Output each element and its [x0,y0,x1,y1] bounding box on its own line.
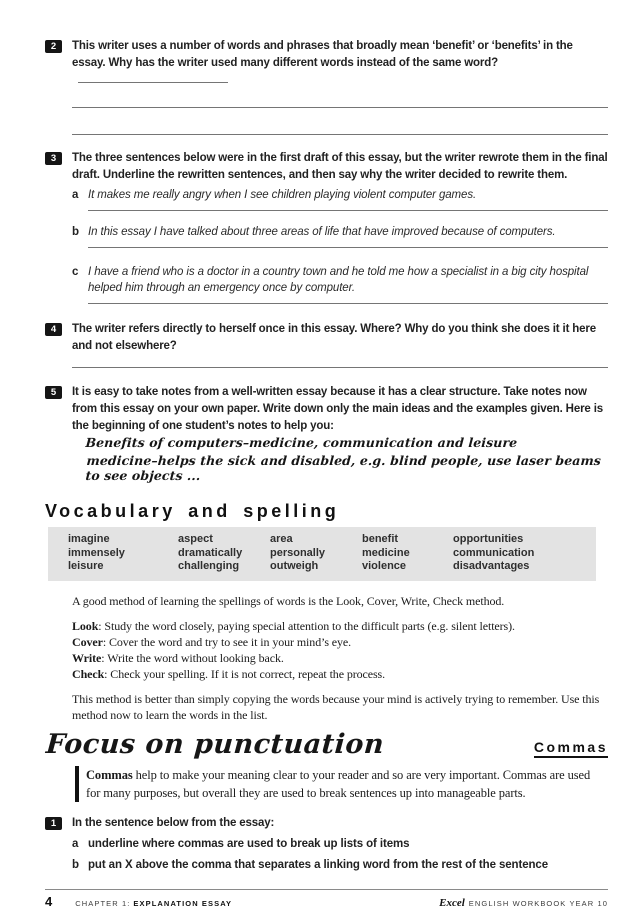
question-4-text [72,321,608,368]
answer-line [78,73,228,83]
handwritten-note: Benefits of computers–medicine, communication and leisure [85,435,518,450]
commas-topic-heading: Commas [534,739,608,758]
word-list-column [68,533,178,574]
step-text: : Study the word closely, paying special attention to the difficult parts (e.g. silent letters). [98,618,515,633]
commas-intro-bold: Commas [86,767,133,782]
commas-intro-text [86,768,590,800]
word: imagine [68,533,110,545]
word: disadvantages [453,560,530,572]
spelling-step-look [72,618,612,634]
answer-line [72,367,608,368]
punctuation-question-1-text-content: In the sentence below from the essay: [72,816,275,829]
word: personally [270,546,326,559]
question-3-text-content: The three sentences below were in the first draft of this essay, but the writer rewrote them in the final draft. Underline the rewritten sentences, and then say why the writer decided to rewrite them. [72,152,608,181]
word: communication [453,546,535,559]
word-list-column [453,533,596,574]
commas-intro-rest: help to make your meaning clear to your reader and so are very important. Commas are used for many purposes, but overall they are used to break sentences up into manageable parts. [86,767,591,800]
page-footer [45,889,608,909]
chapter-label [75,899,232,908]
question-5-text [72,384,608,486]
answer-line [72,107,608,108]
word-list-column [178,533,270,574]
question-2-text [72,38,608,135]
question-4-text-content: The writer refers directly to herself once in this essay. Where? Why do you think she does it it here and not elsewhere? [72,323,596,352]
subitem-text: In this essay I have talked about three areas of life that have improved because of computers. [88,226,556,238]
step-text: : Cover the word and try to see it in your mind’s eye. [102,634,352,649]
word: benefit [362,533,399,545]
subitem-label: c [72,266,79,278]
chapter-prefix: CHAPTER 1: [75,898,131,908]
handwritten-note: medicine–helps the sick and disabled, e.g. blind people, use laser beams to see objects ... [85,453,602,483]
punctuation-section-header [45,729,608,761]
answer-line [88,247,608,248]
subitem-text: underline where commas are used to break up lists of items [88,837,410,850]
word: dramatically [178,546,243,559]
question-3-text [72,150,608,304]
question-3-item-c [72,264,608,296]
book-title: ENGLISH WORKBOOK YEAR 10 [468,898,608,908]
step-text: : Write the word without looking back. [101,650,284,665]
question-3 [45,150,608,304]
subitem-label: a [72,837,79,850]
step-label: Cover [72,634,103,649]
punctuation-question-1-items [72,836,608,874]
question-number-badge: 1 [45,817,62,830]
question-4 [45,321,608,368]
word-list-column [362,533,453,574]
step-label: Write [72,650,102,665]
footer-right [439,897,608,909]
student-notes [85,435,608,486]
question-3-item-a [72,187,608,204]
step-label: Look [72,618,99,633]
spelling-step-check [72,666,612,682]
word: medicine [362,546,410,559]
spelling-outro: This method is better than simply copying the words because your mind is actively trying to remember. Use this method now to learn the words in the list. [72,691,600,722]
spelling-step-write [72,650,612,666]
answer-line [88,210,608,211]
punctuation-section-heading: Focus on punctuation [45,728,386,760]
word-list [48,527,596,581]
question-5-text-content: It is easy to take notes from a well-written essay because it has a clear structure. Take notes now from this essay on your own paper. Write down only the main ideas and the examples given. Here is the beginning of one student’s notes to help you: [72,386,603,432]
question-number-badge: 5 [45,386,62,399]
answer-line [88,303,608,304]
subitem-text: I have a friend who is a doctor in a country town and he told me how a specialist in a big city hospital helped him through an emergency once by computer. [88,266,589,294]
question-number-badge: 4 [45,323,62,336]
subitem-text: It makes me really angry when I see children playing violent computer games. [88,189,477,201]
punctuation-question-1-text [72,815,608,874]
word: opportunities [453,533,524,545]
spelling-intro: A good method of learning the spellings of words is the Look, Cover, Write, Check method. [72,593,505,608]
question-5 [45,384,608,486]
question-2 [45,38,608,135]
word: aspect [178,533,213,545]
answer-line [72,134,608,135]
word: outweigh [270,560,319,572]
question-number-badge: 2 [45,40,62,53]
subitem-label: a [72,189,79,201]
word: violence [362,560,407,572]
question-2-text-content: This writer uses a number of words and phrases that broadly mean ‘benefit’ or ‘benefits’ in the essay. Why has the writer used many different words instead of the same word? [72,40,573,69]
punctuation-item-b [72,857,608,874]
footer-left [45,894,232,909]
subitem-label: b [72,226,79,238]
word: challenging [178,560,240,572]
question-3-item-b [72,224,608,241]
page-number: 4 [45,893,53,909]
question-number-badge: 3 [45,152,62,165]
punctuation-question-1 [45,815,608,874]
step-text: : Check your spelling. If it is not correct, repeat the process. [104,666,386,681]
spelling-steps [72,618,612,682]
step-label: Check [72,666,105,681]
punctuation-item-a [72,836,608,853]
vocabulary-section-heading: Vocabulary and spelling [45,501,340,521]
word-list-column [270,533,362,574]
word: area [270,533,293,545]
brand-label: Excel [439,896,465,909]
spelling-method [72,593,612,723]
chapter-title: EXPLANATION ESSAY [133,898,233,908]
commas-intro [75,766,603,802]
word: leisure [68,560,104,572]
subitem-label: b [72,858,79,871]
word: immensely [68,546,125,559]
spelling-step-cover [72,634,612,650]
subitem-text: put an X above the comma that separates a linking word from the rest of the sentence [88,858,549,871]
